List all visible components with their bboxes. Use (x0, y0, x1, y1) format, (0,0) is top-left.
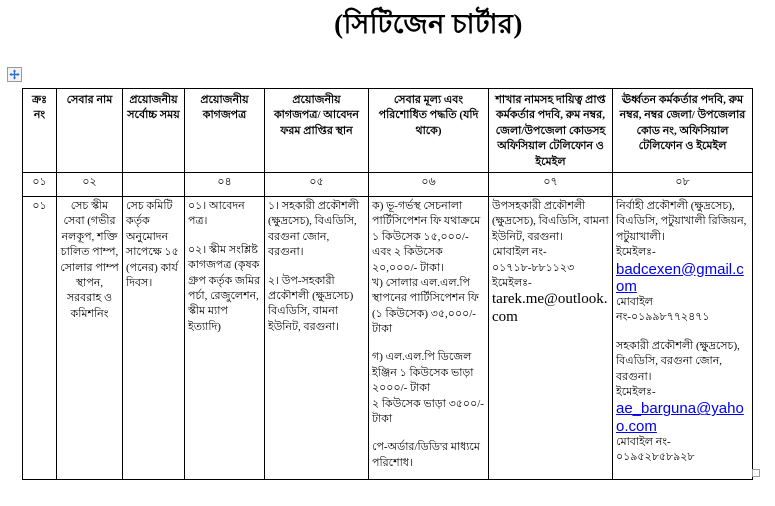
header-responsible-officer: শাখার নামসহ দায়িত্ব প্রাপ্ত কর্মকর্তার পদবি, রুম নম্বর, জেলা/উপজেলা কোডসহ অফিসিয়াল টেলিফোন ও ইমেইল (489, 89, 613, 173)
officer-email-label: ইমেইলঃ- (492, 276, 532, 289)
col-num-04: ০৪ (185, 172, 265, 196)
max-time-text: সেচ কমিটি কর্তৃক অনুমোদন সাপেক্ষে ১৫ (পনের) কার্য দিবস। (126, 199, 179, 289)
fee-item: খ) সোলার এল.এল.পি স্থাপনের পার্টিসিপেশন ফি (১ কিউসেক) ৩৫,০০০/- টাকা (372, 276, 479, 336)
col-num-08: ০৮ (613, 172, 753, 196)
officer-mobile-label: মোবাইল নং- (492, 246, 547, 259)
superior-mobile-number: মোবাইল নং- ০১৯৫২৮৫৮৯২৮ (616, 435, 695, 464)
cell-max-time (123, 196, 185, 479)
superior-mobile-number: মোবাইল নং-০১৯৯৮৭৭২৪৭১ (616, 296, 710, 324)
service-name-text: সেচ স্কীম সেবা (গভীর নলকূপ, শক্তি চালিত পাম্প, সোলার পাম্প স্থাপন, সরবরাহ ও কমিশনিং (60, 199, 119, 320)
cell-responsible-officer (489, 196, 613, 479)
fee-item: ২ কিউসেক ভাড়া ৩৫০০/- টাকা (372, 397, 484, 426)
header-max-time: প্রয়োজনীয় সর্বোচ্চ সময় (123, 89, 185, 173)
header-service-fee: সেবার মূল্য এবং পরিশোধিত পদ্ধতি (যদি থাকে) (369, 89, 489, 173)
column-number-row (23, 172, 753, 196)
col-num-07: ০৭ (489, 172, 613, 196)
header-form-source: প্রয়োজনীয় কাগজপত্র/ আবেদন ফরম প্রাপ্তির স্থান (265, 89, 369, 173)
table-resize-handle[interactable] (752, 469, 760, 477)
form-source-item: ২। উপ-সহকারী প্রকৌশলী (ক্ষুদ্রসেচ) বিএডিসি, বামনা ইউনিট, বরগুনা। (268, 274, 354, 333)
cell-superior-officer (613, 196, 753, 479)
col-num-03 (123, 172, 185, 196)
cell-serial (23, 196, 57, 479)
col-num-01: ০১ (23, 172, 57, 196)
cell-service-name (57, 196, 123, 479)
cell-documents (185, 196, 265, 479)
cell-form-source (265, 196, 369, 479)
col-num-05: ০৫ (265, 172, 369, 196)
cell-fees (369, 196, 489, 479)
officer-designation: উপসহকারী প্রকৌশলী (ক্ষুদ্রসেচ), বিএডিসি, বামনা ইউনিট, বরগুনা। (492, 199, 609, 243)
superior-email-link[interactable]: ae_barguna@yahoo.com (616, 400, 744, 435)
header-service-name: সেবার নাম (57, 89, 123, 173)
col-num-06: ০৬ (369, 172, 489, 196)
document-item: ০১। আবেদন পত্র। (188, 199, 245, 228)
superior-designation: সহকারী প্রকৌশলী (ক্ষুদ্রসেচ), বিএডিসি, বরগুনা জোন, বরগুনা। (616, 339, 740, 383)
table-move-handle[interactable] (7, 67, 22, 82)
col-num-02: ০২ (57, 172, 123, 196)
superior-designation: নির্বাহী প্রকৌশলী (ক্ষুদ্রসেচ), বিএডিসি, পটুয়াখালী রিজিয়ন, পটুয়াখালী। (616, 199, 747, 243)
move-arrows-icon (9, 69, 20, 80)
fee-payment-method: পে-অর্ডার/ডিডি'র মাধ্যমে পরিশোধ। (372, 441, 480, 469)
superior-email-label: ইমেইলঃ- (616, 246, 656, 259)
serial-value: ০১ (32, 199, 47, 212)
officer-email: tarek.me@outlook.com (492, 291, 608, 325)
header-required-documents: প্রয়োজনীয় কাগজপত্র (185, 89, 265, 173)
table-row (23, 196, 753, 479)
citizen-charter-table (22, 88, 753, 480)
header-serial-no: ক্রঃ নং (23, 89, 57, 173)
document-item: ০২। স্কীম সংশ্লিষ্ট কাগজপত্র (কৃষক গ্রুপ কর্তৃক জমির পর্চা, রেজুলেশন, স্কীম ম্যাপ ইত্যাদি) (188, 243, 261, 333)
header-row (23, 89, 753, 173)
form-source-item: ১। সহকারী প্রকৌশলী (ক্ষুদ্রসেচ), বিএডিসি, বরগুনা জোন, বরগুনা। (268, 199, 360, 259)
page-title: (সিটিজেন চার্টার) (334, 9, 523, 39)
fee-item: গ) এল.এল.পি ডিজেল ইঞ্জিন ১ কিউসেক ভাড়া ২০০০/- টাকা (372, 351, 474, 395)
fee-item: ক) ভূ-গর্ভস্থ সেচনালা পার্টিসিপেশন ফি যথাক্রমে ১ কিউসেক ১৫,০০০/- এবং ২ কিউসেক ২০,০০০/- টাকা। (372, 199, 481, 274)
header-superior-officer: ঊর্ধ্বতন কর্মকর্তার পদবি, রুম নম্বর, নম্বর জেলা/ উপজেলার কোড নং, অফিসিয়াল টেলিফোন ও ইমেইল (613, 89, 753, 173)
officer-mobile-number: ০১৭১৮-৮৮১১২৩ (492, 261, 575, 274)
superior-email-label: ইমেইলঃ- (616, 385, 656, 398)
superior-email-link[interactable]: badcexen@gmail.com (616, 260, 744, 295)
